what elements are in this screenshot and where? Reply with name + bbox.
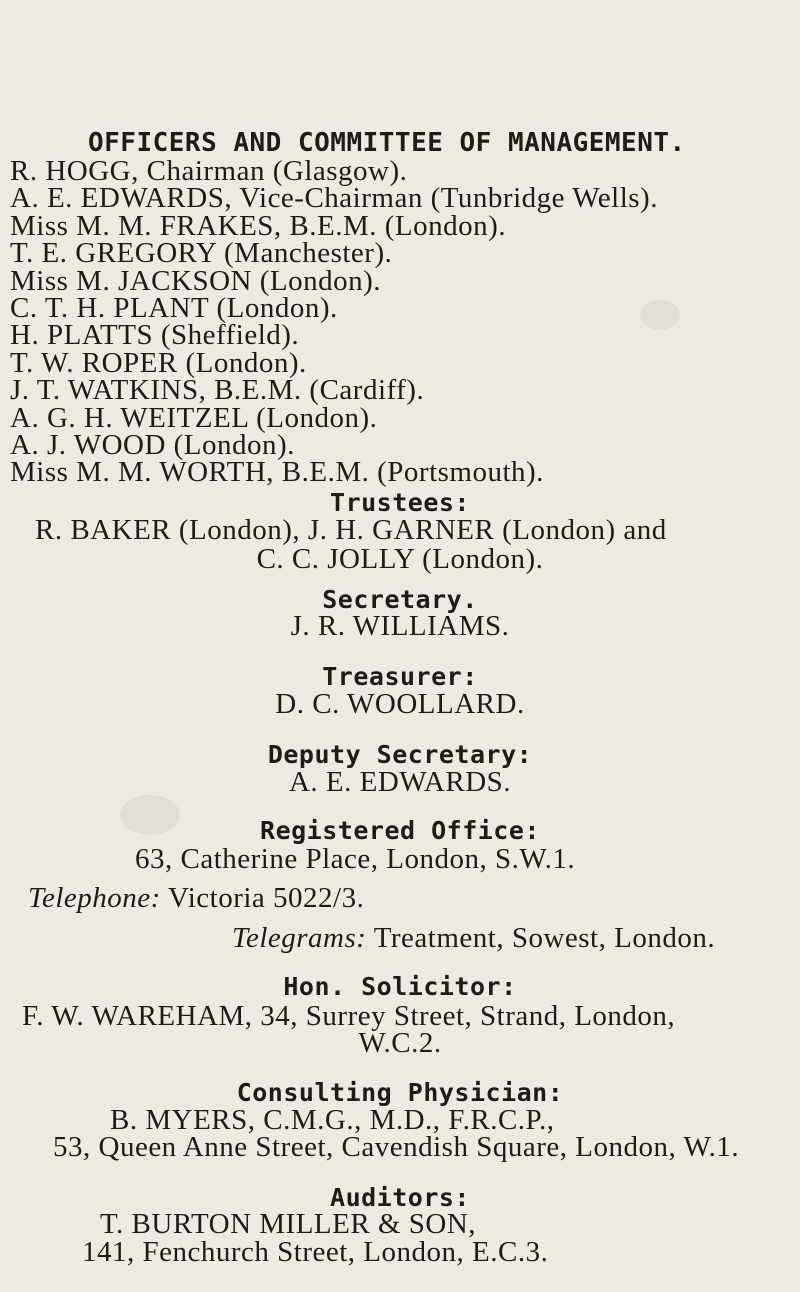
physician-line: 53, Queen Anne Street, Cavendish Square, London, W.1.: [53, 1131, 740, 1163]
registered-office-title: Registered Office:: [260, 816, 540, 845]
officer-entry: Miss M. M. FRAKES, B.E.M. (London).: [10, 209, 507, 242]
officer-entry: Miss M. M. WORTH, B.E.M. (Portsmouth).: [10, 456, 544, 489]
solicitor-line: F. W. WAREHAM, 34, Surrey Street, Strand, London,: [22, 1000, 676, 1032]
solicitor-title: Hon. Solicitor:: [283, 972, 517, 1001]
telephone-number: Victoria 5022/3.: [168, 882, 365, 914]
officers-list: [10, 155, 800, 489]
officer-entry: T. E. GREGORY (Manchester).: [10, 237, 393, 270]
treasurer-title: Treasurer:: [322, 662, 478, 691]
officer-entry: H. PLATTS (Sheffield).: [10, 319, 300, 352]
officer-entry: A. J. WOOD (London).: [10, 429, 295, 462]
trustees-line: R. BAKER (London), J. H. GARNER (London) and: [35, 514, 667, 546]
auditors-line: T. BURTON MILLER & SON,: [100, 1208, 477, 1240]
telephone-label: Telephone:: [28, 882, 161, 914]
officer-entry: J. T. WATKINS, B.E.M. (Cardiff).: [10, 374, 425, 407]
deputy-secretary-name: A. E. EDWARDS.: [288, 766, 512, 798]
physician-title: Consulting Physician:: [236, 1078, 564, 1107]
secretary-name: J. R. WILLIAMS.: [290, 610, 510, 642]
officer-entry: A. G. H. WEITZEL (London).: [10, 401, 378, 434]
auditors-title: Auditors:: [330, 1183, 470, 1212]
solicitor-line: W.C.2.: [358, 1027, 442, 1059]
trustees-line: C. C. JOLLY (London).: [256, 543, 544, 575]
page-heading: OFFICERS AND COMMITTEE OF MANAGEMENT.: [88, 128, 686, 158]
physician-line: B. MYERS, C.M.G., M.D., F.R.C.P.,: [110, 1104, 555, 1136]
secretary-title: Secretary.: [322, 585, 478, 614]
telephone-line: [28, 882, 364, 915]
officer-entry: Miss M. JACKSON (London).: [10, 264, 382, 297]
treasurer-name: D. C. WOOLLARD.: [275, 688, 525, 720]
telegrams-line: [232, 922, 715, 955]
telegrams-label: Telegrams:: [232, 922, 367, 954]
registered-office-address: 63, Catherine Place, London, S.W.1.: [135, 843, 576, 875]
auditors-line: 141, Fenchurch Street, London, E.C.3.: [82, 1236, 549, 1268]
deputy-secretary-title: Deputy Secretary:: [267, 740, 533, 769]
telegrams-address: Treatment, Sowest, London.: [373, 922, 716, 954]
officer-entry: A. E. EDWARDS, Vice-Chairman (Tunbridge Wells).: [10, 182, 658, 215]
officer-entry: T. W. ROPER (London).: [10, 346, 307, 379]
trustees-title: Trustees:: [330, 488, 470, 517]
officer-entry: R. HOGG, Chairman (Glasgow).: [10, 155, 408, 187]
officer-entry: C. T. H. PLANT (London).: [10, 292, 338, 325]
